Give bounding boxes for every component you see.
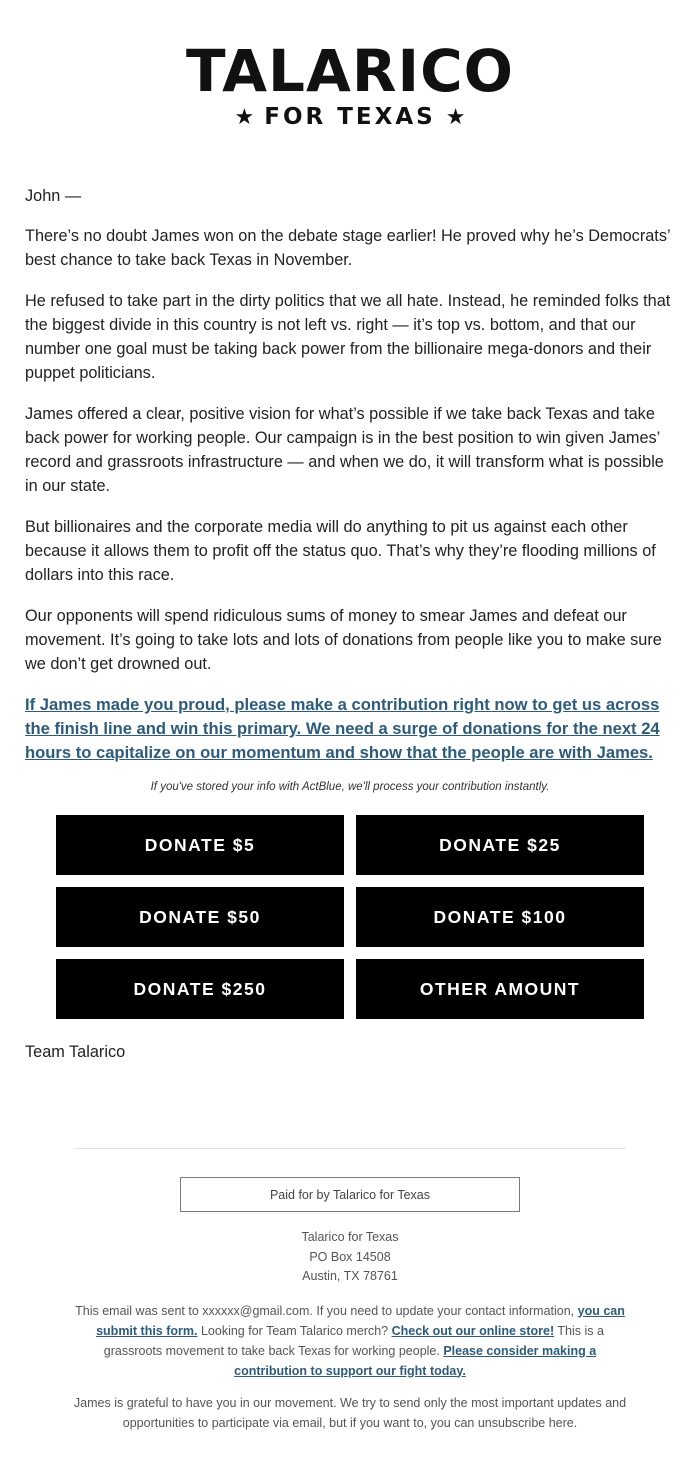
footer-divider: [74, 1148, 626, 1149]
legal-text-part: Looking for Team Talarico merch?: [197, 1323, 392, 1338]
donate-100-button[interactable]: DONATE $100: [356, 887, 644, 947]
donate-button-grid: [56, 815, 675, 1019]
unsubscribe-text: James is grateful to have you in our movement. We try to send only the most important updates and opportunities to participate via email, but if you want to, you can unsubscribe here.: [73, 1395, 627, 1430]
update-contact-link[interactable]: you can submit this form.: [96, 1303, 625, 1338]
body-paragraph: James offered a clear, positive vision for what’s possible if we take back Texas and take back power for working people. Our campaign is in the best position to win given James’ record and grassroots infrastructure — and when we do, it will transform what is possible in our state.: [25, 405, 664, 495]
body-paragraph: Our opponents will spend ridiculous sums of money to smear James and defeat our movement. It’s going to take lots and lots of donations from people like you to make sure we don’t get drowned out.: [25, 607, 662, 673]
campaign-logo-title: TALARICO: [186, 37, 514, 105]
email-footer: [0, 1148, 700, 1433]
body-paragraph: He refused to take part in the dirty politics that we all hate. Instead, he reminded folks that the biggest divide in this country is not left vs. right — it’s top vs. bottom, and that our number one goal must be taking back power from the billionaire mega-donors and their puppet politicians.: [25, 292, 671, 382]
email-header: [0, 0, 700, 130]
other-amount-button[interactable]: OTHER AMOUNT: [356, 959, 644, 1019]
donate-250-button[interactable]: DONATE $250: [56, 959, 344, 1019]
signoff: Team Talarico: [25, 1043, 126, 1061]
donate-5-button[interactable]: DONATE $5: [56, 815, 344, 875]
address-line: Talarico for Texas: [301, 1230, 399, 1244]
contribution-cta-link[interactable]: If James made you proud, please make a contribution right now to get us across the finish line and win this primary. We need a surge of donations for the next 24 hours to capitalize on our momentum and show that the people are with James.: [25, 695, 660, 762]
legal-text-part: This email was sent to xxxxxx@gmail.com. If you need to update your contact information,: [75, 1303, 578, 1318]
legal-text-part: This is a grassroots movement to take back Texas for working people.: [103, 1323, 604, 1358]
paid-for-disclaimer: Paid for by Talarico for Texas: [180, 1177, 520, 1212]
address-line: PO Box 14508: [309, 1249, 391, 1264]
online-store-link[interactable]: Check out our online store!: [391, 1323, 555, 1338]
address-line: Austin, TX 78761: [302, 1269, 398, 1283]
body-paragraph: But billionaires and the corporate media will do anything to pit us against each other because it allows them to profit off the status quo. That’s why they’re flooding millions of dollars into this race.: [25, 518, 656, 584]
email-body: [0, 120, 700, 1062]
mailing-address: [0, 1228, 700, 1287]
donate-50-button[interactable]: DONATE $50: [56, 887, 344, 947]
logo-subtitle-text: FOR TEXAS: [264, 104, 436, 130]
contribute-link[interactable]: Please consider making a contribution to support our fight today.: [234, 1343, 597, 1378]
greeting: John —: [25, 187, 82, 205]
star-icon: ★: [234, 104, 255, 130]
legal-text: [70, 1301, 630, 1381]
body-paragraph: There’s no doubt James won on the debate stage earlier! He proved why he’s Democrats’ best chance to take back Texas in November.: [25, 227, 670, 269]
star-icon: ★: [445, 104, 466, 130]
actblue-note: If you've stored your info with ActBlue, we'll process your contribution instantly.: [150, 781, 550, 793]
donate-25-button[interactable]: DONATE $25: [356, 815, 644, 875]
